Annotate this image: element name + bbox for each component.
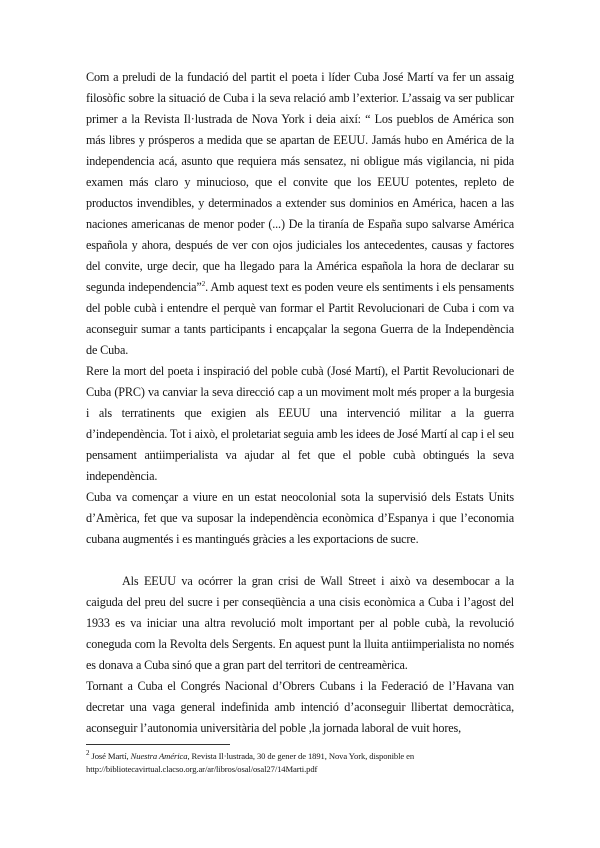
footnote-marker: 2 (86, 749, 90, 758)
footnote-reference[interactable]: 2 (201, 279, 206, 288)
paragraph-1-text: Com a preludi de la fundació del partit el poeta i líder Cuba José Martí va fer un assaig filosòfic sobre la situació de Cuba i la seva relació amb l’exterior. L’assaig va ser publicar primer a la Revista Il·lustrada de Nova York i deia així: “ Los pueblos de América son más libres y prósperos a medida que se apartan de EEUU. Jamás hubo en América de la independencia acá, asunto que requiera más sensatez, ni obligue más vigilancia, ni pida examen más claro y minucioso, que el convite que los EEUU potentes, repleto de productos invendibles, y determinados a extender sus dominios en América, hacen a las naciones americanas de menor poder (...) De la tiranía de España supo salvarse América española y ahora, después de ver con ojos judiciales los antecedentes, causas y factores del convite, urge decir, que ha llegado para la América española la hora de declarar su segunda independencia” (86, 70, 514, 294)
paragraph-1-continuation: . Amb aquest text es poden veure els sentiments i els pensaments del poble cubà i entendre el perquè van formar el Partit Revolucionari de Cuba i com va aconseguir sumar a tants participants i encapçalar la segona Guerra de la Independència de Cuba. (86, 280, 514, 357)
footnote (86, 750, 516, 776)
footnote-separator (86, 744, 230, 745)
paragraph-2: Rere la mort del poeta i inspiració del poble cubà (José Martí), el Partit Revolucionari de Cuba (PRC) va canviar la seva direcció cap a un moviment molt més proper a la burgesia i als terratinents que exigien als EEUU una intervenció militar a la guerra d’independència. Tot i això, el proletariat seguia amb les idees de José Martí al cap i el seu pensament antiimperialista va ajudar al fet que el poble cubà obtingués la seva independència. (86, 364, 514, 483)
footnote-url[interactable]: http://bibliotecavirtual.clacso.org.ar/ar/libros/osal/osal27/14Marti.pdf (86, 764, 318, 774)
paragraph-3: Cuba va començar a viure en un estat neocolonial sota la supervisió dels Estats Units d’Amèrica, fet que va suposar la independència econòmica d’Espanya i que l’economia cubana augmentés i es mantingués gràcies a les exportacions de sucre. (86, 490, 514, 546)
paragraph-5: Tornant a Cuba el Congrés Nacional d’Obrers Cubans i la Federació de l’Havana van decretar una vaga general indefinida amb intenció d’aconseguir llibertat democràtica, aconseguir l’autonomia universitària del poble ,la jornada laboral de vuit hores, (86, 679, 514, 735)
paragraph-1 (86, 67, 514, 361)
footnote-citation (86, 750, 516, 763)
paragraph-4: Als EEUU va ocórrer la gran crisi de Wall Street i això va desembocar a la caiguda del preu del sucre i per conseqüència a una cisis econòmica a Cuba i l’agost del 1933 es va iniciar una altra revolució molt important per al poble cubà, la revolució coneguda com la Revolta dels Sergents. En aquest punt la lluita antiimperialista no només es donava a Cuba sinó que a gran part del territori de centreamèrica. (86, 574, 514, 672)
footnote-work-title: Nuestra América (130, 751, 188, 761)
footnote-author: José Martí, (91, 751, 131, 761)
footnote-details: , Revista Il·lustrada, 30 de gener de 1891, Nova York, disponible en (187, 751, 415, 761)
document-body (86, 67, 514, 739)
